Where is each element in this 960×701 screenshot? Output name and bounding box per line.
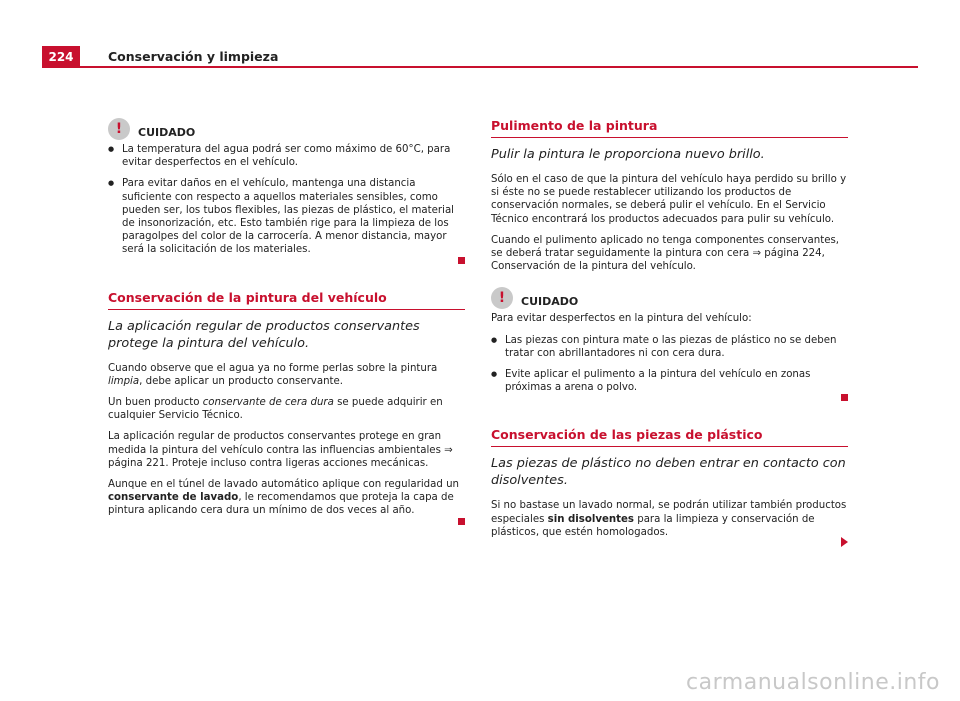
caution-bullet: ● La temperatura del agua podrá ser como máximo de 60°C, para evitar desperfectos en el vehículo. (108, 143, 465, 169)
watermark: carmanualsonline.info (686, 670, 940, 695)
bold-term: sin disolventes (547, 513, 634, 525)
section-subtitle: Pulir la pintura le proporciona nuevo brillo. (491, 147, 765, 162)
chapter-title: Conservación y limpieza (108, 49, 279, 64)
section-title: Pulimento de la pintura (491, 118, 848, 138)
section-title: Conservación de la pintura del vehículo (108, 290, 465, 310)
caution-bullet: ● Las piezas con pintura mate o las piezas de plástico no se deben tratar con abrillantadores ni con cera dura. (491, 334, 848, 360)
text-run: Cuando observe que el agua ya no forme perlas sobre la pintura (108, 362, 438, 374)
caution-label: CUIDADO (521, 295, 579, 309)
text-run: Si no bastase un lavado normal, se podrán utilizar también productos especiales (491, 500, 847, 525)
caution-heading (108, 118, 465, 140)
end-of-section-marker (458, 257, 465, 264)
text-run: , debe aplicar un producto conservante. (139, 375, 344, 387)
left-column (108, 118, 465, 525)
page-header (42, 46, 918, 68)
caution-intro: Para evitar desperfectos en la pintura del vehículo: (491, 313, 752, 325)
section-subtitle: Las piezas de plástico no deben entrar en contacto con disolventes. (491, 456, 846, 489)
exclamation-circle-icon: ! (491, 287, 513, 309)
caution-bullet: ● Para evitar daños en el vehículo, mantenga una distancia suficiente con respecto a aquellos materiales sensibles, como pueden ser, los tubos flexibles, las piezas de plástico, el material de insonorización, etc. Esto también rige para la limpieza de los paragolpes del color de la carrocería. A menor distancia, mayor será la solicitación de los materiales. (108, 177, 465, 256)
paragraph (108, 396, 465, 422)
section-subtitle: La aplicación regular de productos conservantes protege la pintura del vehículo. (108, 318, 420, 351)
text-run: para la limpieza y conservación de plásticos, que estén homologados. (491, 513, 815, 538)
emphasis: limpia (108, 375, 140, 387)
text-run: Un buen producto (108, 397, 203, 409)
text-run: Aunque en el túnel de lavado automático aplique con regularidad un (108, 479, 460, 491)
paragraph (491, 499, 848, 539)
paragraph: La aplicación regular de productos conservantes protege en gran medida la pintura del vehículo contra las influencias ambientales ⇒ página 221. Proteje incluso contra ligeras acciones mecánicas. (108, 431, 453, 469)
right-column (491, 118, 848, 547)
end-of-section-marker (458, 518, 465, 525)
text-run: se puede adquirir en cualquier Servicio Técnico. (108, 397, 443, 422)
caution-label: CUIDADO (138, 126, 196, 139)
paragraph (108, 478, 465, 518)
header-rule (80, 66, 918, 68)
warning-icon-name (0, 0, 1, 1)
text-run: , le recomendamos que proteja la capa de pintura aplicando cera dura un mínimo de dos veces al año. (108, 492, 454, 517)
continue-arrow-icon (841, 537, 848, 547)
page-number: 224 (42, 46, 80, 68)
bold-term: conservante de lavado (108, 492, 239, 504)
paragraph (108, 362, 465, 388)
caution-heading (491, 287, 848, 309)
exclamation-circle-icon: ! (108, 118, 130, 140)
emphasis: conservante de cera dura (202, 397, 334, 409)
caution-bullet: ● Evite aplicar el pulimento a la pintura del vehículo en zonas próximas a arena o polvo. (491, 368, 848, 394)
section-title: Conservación de las piezas de plástico (491, 427, 848, 447)
end-of-section-marker (841, 394, 848, 401)
paragraph: Cuando el pulimento aplicado no tenga componentes conservantes, se deberá tratar seguidamente la pintura con cera ⇒ página 224, Conservación de la pintura del vehículo. (491, 234, 840, 273)
paragraph: Sólo en el caso de que la pintura del vehículo haya perdido su brillo y si éste no se puede restablecer utilizando los productos de conservación normales, se deberá pulir el vehículo. En el Servicio Técnico encontrará los productos adecuados para pulir su vehículo. (491, 174, 847, 225)
